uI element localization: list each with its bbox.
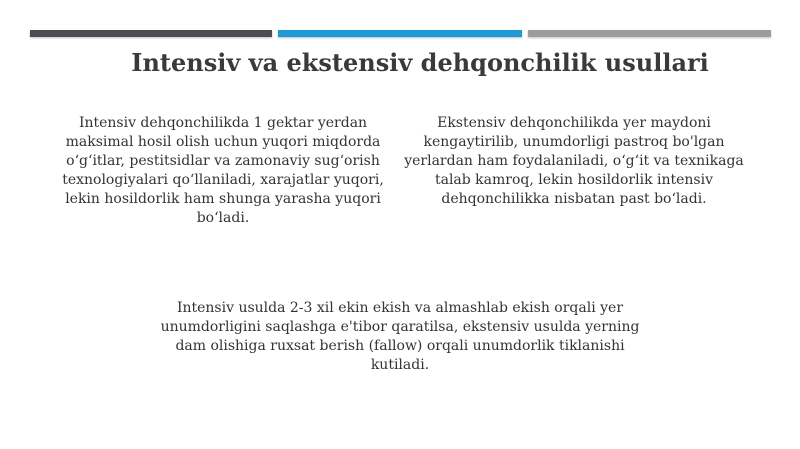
header-bar-blue [278, 30, 522, 37]
extensive-paragraph: Ekstensiv dehqonchilikda yer maydoni kengaytirilib, unumdorligi pastroq bo'lgan yerlardan ham foydalaniladi, o‘g‘it va texnikaga talab kamroq, lekin hosildorlik intensiv dehqonchilikka nisbatan past bo‘ladi. [404, 115, 744, 207]
slide-title: Intensiv va ekstensiv dehqonchilik usullari [131, 48, 709, 77]
header-bar-gray [528, 30, 771, 37]
header-bar-dark [30, 30, 272, 37]
intensive-paragraph: Intensiv dehqonchilikda 1 gektar yerdan maksimal hosil olish uchun yuqori miqdorda o‘g‘itlar, pestitsidlar va zamonaviy sug‘orish texnologiyalari qo‘llaniladi, xarajatlar yuqori, lekin hosildorlik ham shunga yarasha yuqori bo‘ladi. [62, 115, 384, 226]
comparison-paragraph: Intensiv usulda 2-3 xil ekin ekish va almashlab ekish orqali yer unumdorligini saqlashga e'tibor qaratilsa, ekstensiv usulda yerning dam olishiga ruxsat berish (fallow) orqali unumdorlik tiklanishi kutiladi. [160, 300, 640, 373]
